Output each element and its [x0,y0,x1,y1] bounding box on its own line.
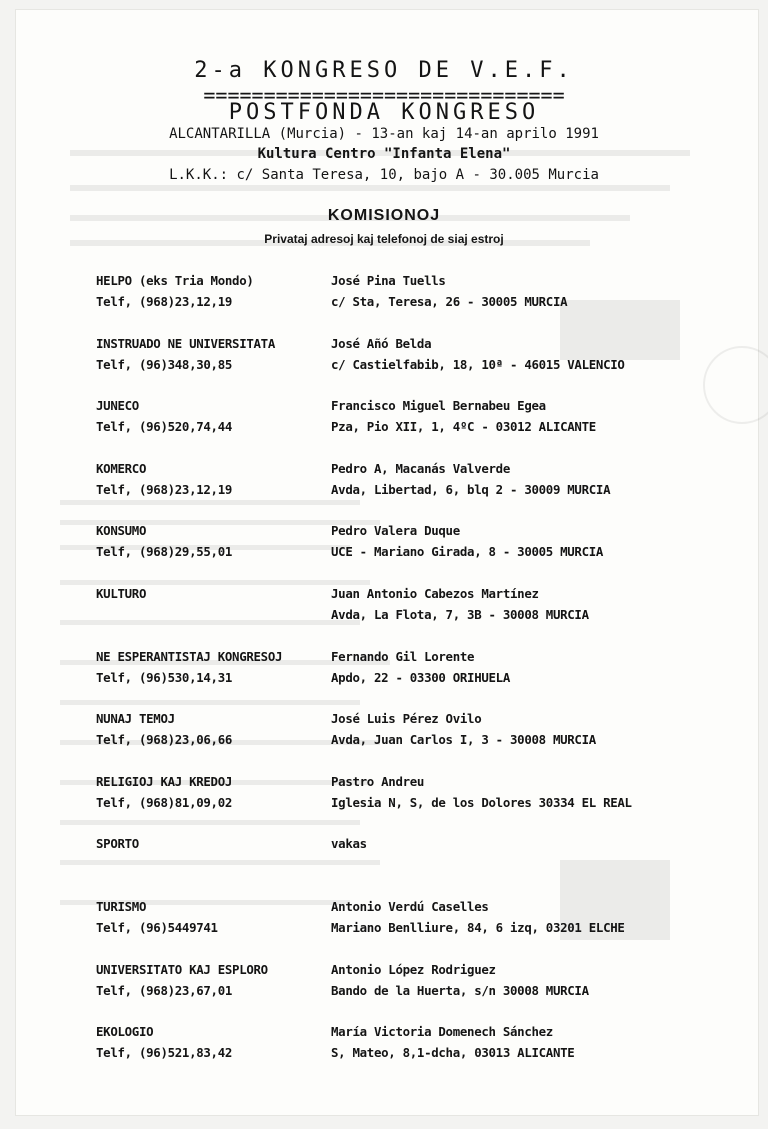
list-item [96,395,716,458]
contact-person: Francisco Miguel Bernabeu Egea [331,398,546,414]
commission-name: NUNAJ TEMOJ [96,711,175,727]
commission-phone: Telf, (968)29,55,01 [96,544,233,560]
list-item [96,458,716,521]
contact-address: c/ Sta, Teresa, 26 - 30005 MURCIA [331,294,568,309]
contact-person: María Victoria Domenech Sánchez [331,1024,553,1040]
commission-name: HELPO (eks Tria Mondo) [96,273,254,288]
contact-person: Antonio López Rodriguez [331,961,496,977]
contact-person: José Luis Pérez Ovilo [331,711,482,727]
contact-address: Pza, Pio XII, 1, 4ºC - 03012 ALICANTE [331,419,596,435]
commission-name: EKOLOGIO [96,1024,154,1040]
commissions-list [96,270,716,1084]
list-item [96,708,716,771]
commission-name: SPORTO [96,836,139,852]
list-item [96,771,716,834]
list-item [96,896,716,959]
contact-person: José Pina Tuells [331,273,446,288]
commission-name: TURISMO [96,898,147,914]
commission-phone: Telf, (96)530,14,31 [96,669,233,685]
contact-address: Iglesia N, S, de los Dolores 30334 EL REAL [331,794,632,810]
list-item [96,520,716,583]
contact-person: Pastro Andreu [331,773,425,789]
list-item [96,646,716,709]
contact-person: Fernando Gil Lorente [331,648,475,664]
commission-phone: Telf, (968)23,06,66 [96,732,233,748]
culture-center-line: Kultura Centro "Infanta Elena" [257,146,511,162]
contact-address: UCE - Mariano Girada, 8 - 30005 MURCIA [331,544,604,560]
contact-person: vakas [331,836,367,852]
contact-person: Pedro A, Macanás Valverde [331,460,510,476]
commission-phone: Telf, (96)5449741 [96,919,218,935]
commission-phone: Telf, (968)81,09,02 [96,794,233,810]
commission-name: NE ESPERANTISTAJ KONGRESOJ [96,648,283,664]
lkk-address-line: L.K.K.: c/ Santa Teresa, 10, bajo A - 30.005 Murcia [169,167,599,183]
contact-address: Avda, Libertad, 6, blq 2 - 30009 MURCIA [331,481,611,497]
contact-address: Avda, Juan Carlos I, 3 - 30008 MURCIA [331,732,596,748]
commission-name: KOMERCO [96,460,147,476]
commission-name: JUNECO [96,398,139,414]
contact-person: Pedro Valera Duque [331,523,460,539]
commission-name: KULTURO [96,585,147,601]
contact-address: Bando de la Huerta, s/n 30008 MURCIA [331,982,589,998]
contact-address: Avda, La Flota, 7, 3B - 30008 MURCIA [331,606,589,622]
commission-phone: Telf, (96)520,74,44 [96,419,233,435]
list-item [96,959,716,1022]
commission-name: RELIGIOJ KAJ KREDOJ [96,773,233,789]
commission-phone: Telf, (968)23,67,01 [96,982,233,998]
list-item [96,833,716,896]
section-heading: KOMISIONOJ [327,207,441,224]
list-item [96,333,716,396]
contact-person: Juan Antonio Cabezos Martínez [331,585,539,601]
commission-phone: Telf, (96)521,83,42 [96,1045,233,1061]
commission-phone: Telf, (968)23,12,19 [96,294,233,309]
congress-subtitle: POSTFONDA KONGRESO [228,100,540,125]
commission-phone: Telf, (96)348,30,85 [96,356,233,372]
contact-person: José Añó Belda [331,335,432,351]
contact-address: Mariano Benlliure, 84, 6 izq, 03201 ELCHE [331,919,625,935]
title-underline-rule: ============================== [203,83,565,107]
contact-person: Antonio Verdú Caselles [331,898,489,914]
commission-phone: Telf, (968)23,12,19 [96,481,233,497]
list-item [96,1021,716,1084]
commission-name: INSTRUADO NE UNIVERSITATA [96,335,275,351]
section-note: Privataj adresoj kaj telefonoj de siaj estroj [264,232,504,246]
location-date-line: ALCANTARILLA (Murcia) - 13-an kaj 14-an aprilo 1991 [169,126,599,142]
list-item [96,270,716,333]
contact-address: S, Mateo, 8,1-dcha, 03013 ALICANTE [331,1045,575,1061]
commission-name: KONSUMO [96,523,147,539]
commission-name: UNIVERSITATO KAJ ESPLORO [96,961,268,977]
contact-address: Apdo, 22 - 03300 ORIHUELA [331,669,510,685]
congress-title: 2-a KONGRESO DE V.E.F. [194,58,574,83]
contact-address: c/ Castielfabib, 18, 10ª - 46015 VALENCIO [331,356,625,372]
list-item [96,583,716,646]
